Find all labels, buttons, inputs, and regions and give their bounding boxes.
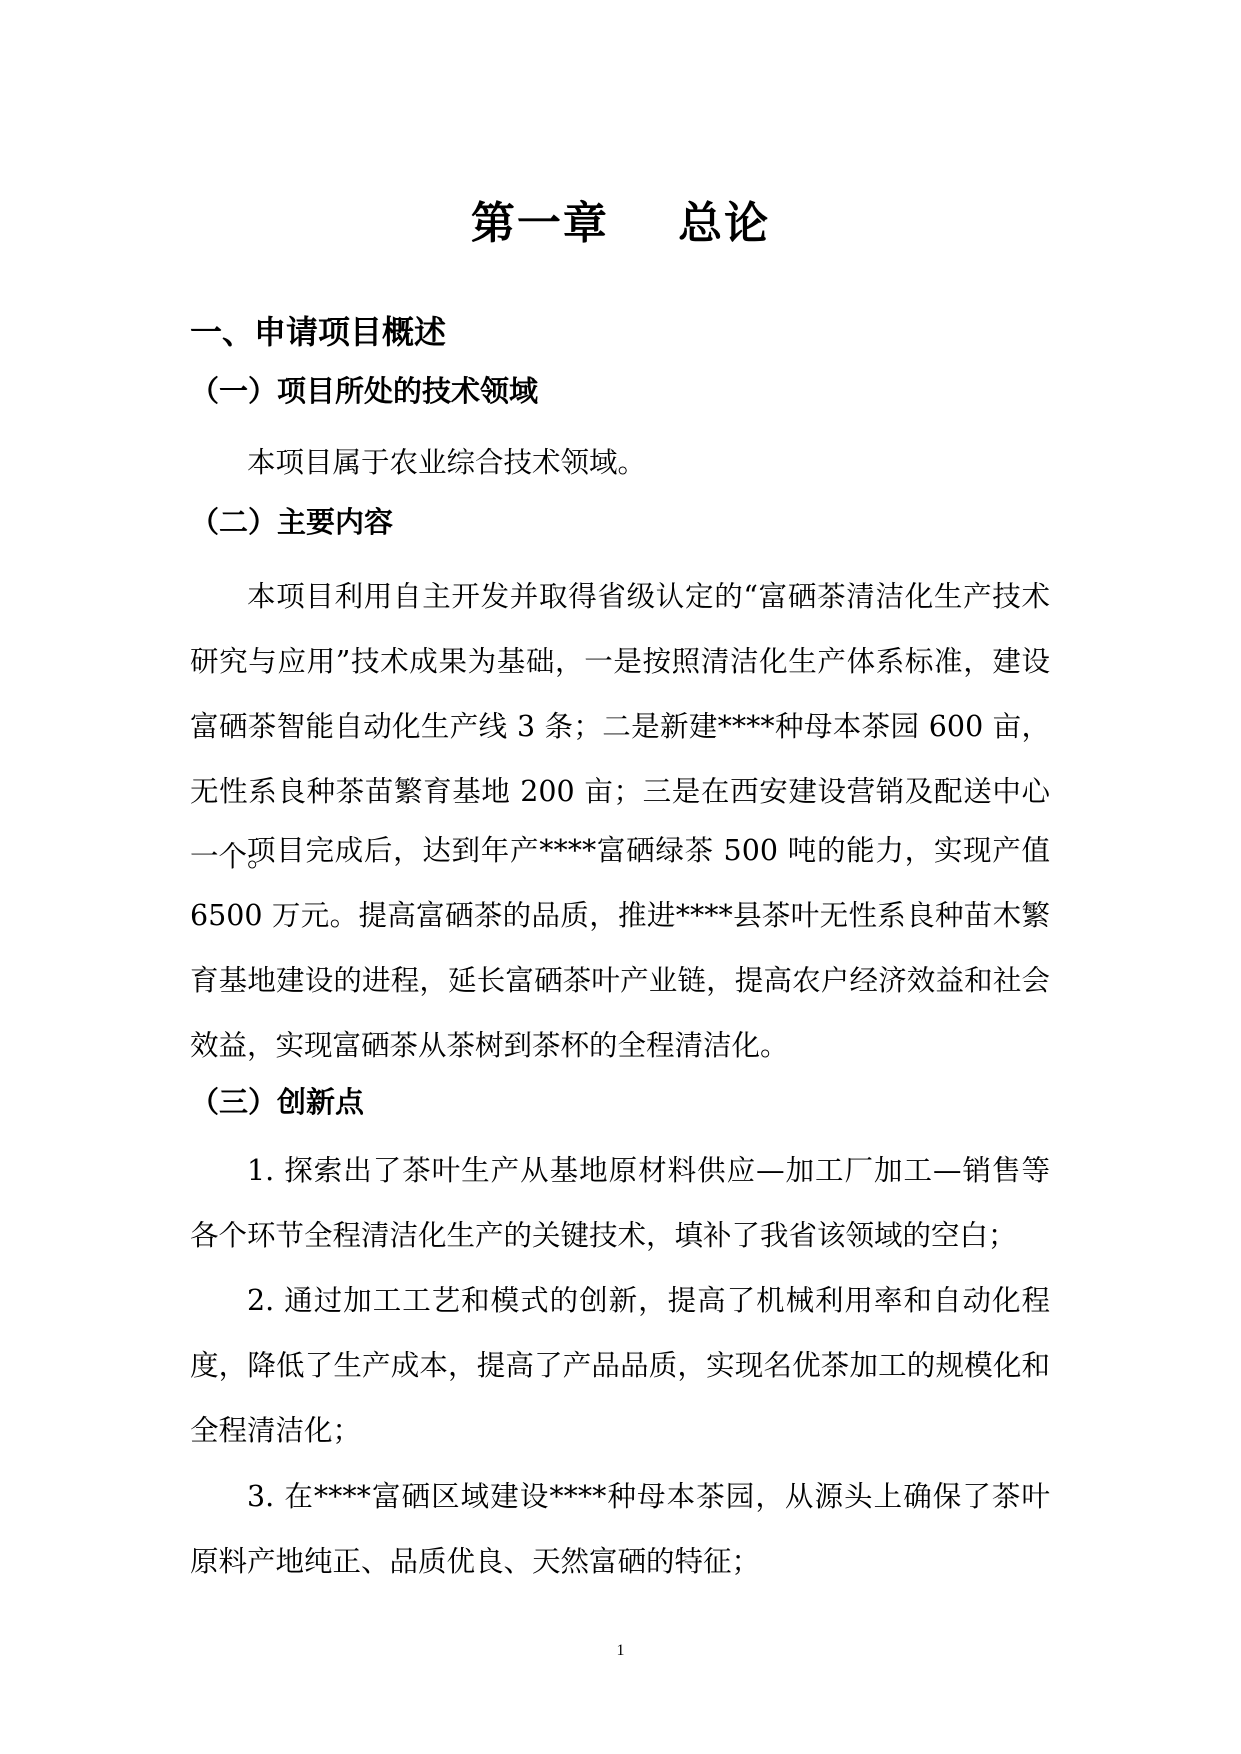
subsection-heading-tech-field: （一）项目所处的技术领域 xyxy=(190,374,539,408)
section-heading-overview: 一、申请项目概述 xyxy=(190,313,447,351)
page-number: 1 xyxy=(616,1642,625,1659)
innovation-item-2: 2. 通过加工工艺和模式的创新，提高了机械利用率和自动化程度，降低了生产成本，提高了产品品质，实现名优茶加工的规模化和全程清洁化； xyxy=(190,1284,1050,1447)
innovation-item-1: 1. 探索出了茶叶生产从基地原材料供应—加工厂加工—销售等各个环节全程清洁化生产的关键技术，填补了我省该领域的空白； xyxy=(190,1154,1050,1252)
paragraph-tech-field: 本项目属于农业综合技术领域。 xyxy=(247,446,647,479)
chapter-title: 第一章 总论 xyxy=(470,198,771,249)
paragraph-main-content-2: 项目完成后，达到年产****富硒绿茶 500 吨的能力，实现产值 6500 万元。提高富硒茶的品质，推进****县茶叶无性系良种苗木繁育基地建设的进程，延长富硒茶叶产业链，提高农户经济效益和社会效益，实现富硒茶从茶树到茶杯的全程清洁化。 xyxy=(190,834,1050,1062)
subsection-heading-innovation: （三）创新点 xyxy=(190,1085,365,1119)
subsection-heading-main-content: （二）主要内容 xyxy=(190,505,394,539)
innovation-item-3: 3. 在****富硒区域建设****种母本茶园，从源头上确保了茶叶原料产地纯正、品质优良、天然富硒的特征； xyxy=(190,1480,1050,1578)
paragraph-main-content-1: 本项目利用自主开发并取得省级认定的“富硒茶清洁化生产技术研究与应用”技术成果为基础，一是按照清洁化生产体系标准，建设富硒茶智能自动化生产线 3 条；二是新建****种母本茶园 600 亩，无性系良种茶苗繁育基地 200 亩；三是在西安建设营销及配送中心一个。 xyxy=(190,580,1050,873)
